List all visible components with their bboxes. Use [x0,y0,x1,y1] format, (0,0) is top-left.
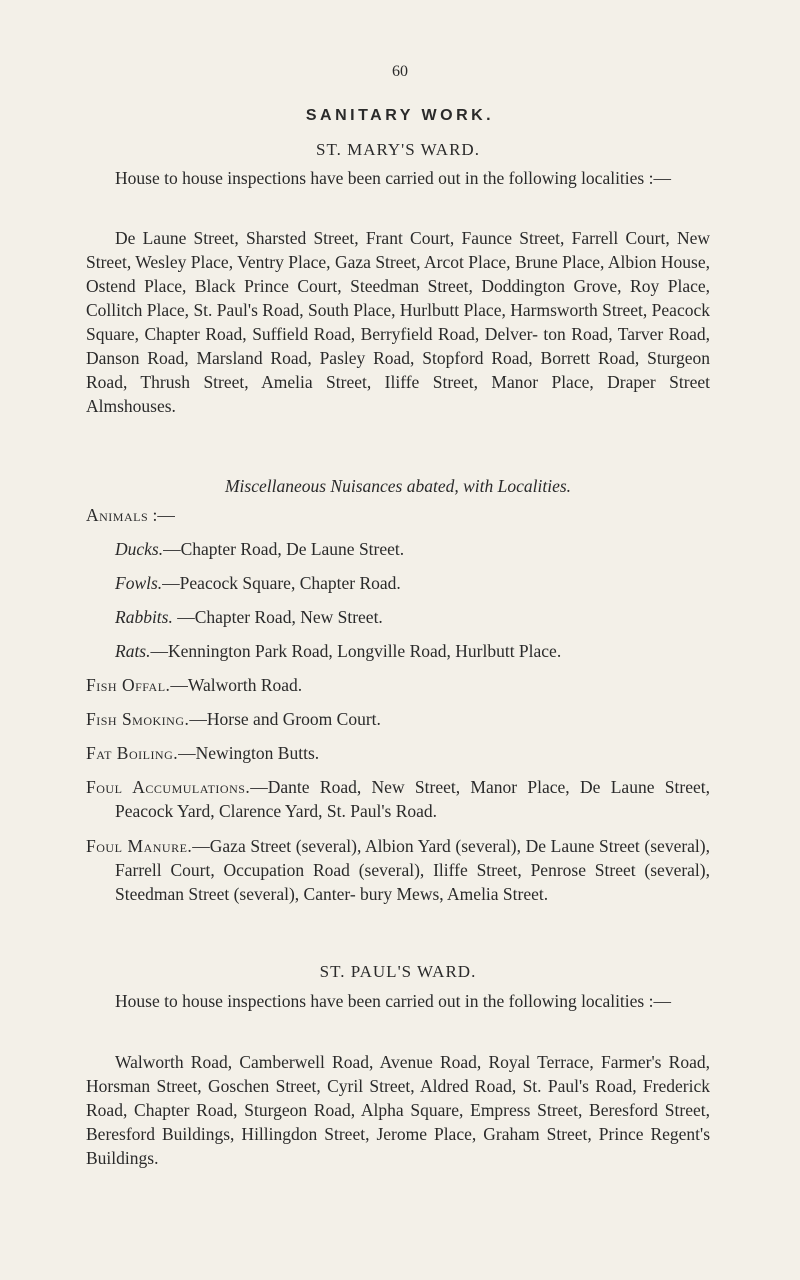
st-pauls-localities: Walworth Road, Camberwell Road, Avenue Road, Royal Terrace, Farmer's Road, Horsman Street, Goschen Street, Cyril Street, Aldred Road, St. Paul's Road, Frederick Road, Chapter Road, Sturgeon Road, Alpha Square, Empress Street, Beresford Street, Beresford Buildings, Hillingdon Street, Jerome Place, Graham Street, Prince Regent's Buildings. [86,1052,710,1168]
st-marys-intro-block [86,166,710,190]
nuisance-label: Fish Smoking. [86,709,190,729]
st-marys-intro: House to house inspections have been carried out in the following localities :— [115,168,671,188]
st-marys-section [86,138,710,162]
nuisance-item-fish-offal [86,673,710,697]
animal-label: Rats. [115,641,151,661]
animal-text: —Peacock Square, Chapter Road. [162,573,401,593]
st-marys-localities-block [86,226,710,418]
animal-item-rats [86,639,710,663]
nuisance-label: Fat Boiling. [86,743,179,763]
nuisance-text: —Gaza Street (several), Albion Yard (several), De Laune Street (several), Farrell Court, Occupation Road (several), Iliffe Street, Penrose Street (several), Steedman Street (several), Canter- bury Mews, Amelia Street. [115,836,710,904]
misc-heading-block [86,474,710,498]
page-number: 60 [392,63,408,80]
nuisance-item-foul-manure [86,834,710,906]
st-pauls-intro-block [86,989,710,1013]
nuisance-label: Foul Accumulations. [86,777,251,797]
animal-item-ducks [86,537,710,561]
st-pauls-localities-block [86,1050,710,1170]
st-pauls-section [86,960,710,984]
nuisance-text: —Horse and Groom Court. [189,709,381,729]
animal-text: —Chapter Road, De Laune Street. [163,539,405,559]
animals-heading [86,503,710,527]
st-pauls-intro: House to house inspections have been carried out in the following localities :— [115,991,671,1011]
animal-item-rabbits [86,605,710,629]
nuisance-text: —Walworth Road. [170,675,303,695]
misc-nuisances-heading: Miscellaneous Nuisances abated, with Localities. [224,476,572,496]
animal-label: Ducks. [115,539,164,559]
animal-item-fowls [86,571,710,595]
animals-heading-block [86,503,710,527]
nuisance-item-fat-boiling [86,741,710,765]
nuisance-label: Fish Offal. [86,675,171,695]
animals-label: Animals [86,505,149,525]
animal-text: —Chapter Road, New Street. [172,607,383,627]
animal-label: Rabbits. [115,607,173,627]
animal-label: Fowls. [115,573,163,593]
animals-suffix: :— [148,505,175,525]
st-pauls-heading: ST. PAUL'S WARD. [319,962,477,981]
page-title: SANITARY WORK. [305,107,495,124]
animal-text: —Kennington Park Road, Longville Road, Hurlbutt Place. [150,641,562,661]
st-marys-heading: ST. MARY'S WARD. [316,140,480,159]
nuisance-item-fish-smoking [86,707,710,731]
st-marys-localities: De Laune Street, Sharsted Street, Frant Court, Faunce Street, Farrell Court, New Street, Wesley Place, Ventry Place, Gaza Street, Arcot Place, Brune Place, Albion House, Ostend Place, Black Prince Court, Steedman Street, Doddington Grove, Roy Place, Collitch Place, St. Paul's Road, South Place, Hurlbutt Place, Harmsworth Street, Peacock Square, Chapter Road, Suffield Road, Berryfield Road, Delver- ton Road, Tarver Road, Danson Road, Marsland Road, Pasley Road, Stopford Road, Borrett Road, Sturgeon Road, Thrush Street, Amelia Street, Iliffe Street, Manor Place, Draper Street Almshouses. [86,228,710,416]
nuisance-text: —Newington Butts. [178,743,320,763]
nuisance-item-foul-accumulations [86,775,710,823]
nuisance-text: —Dante Road, New Street, Manor Place, De Laune Street, Peacock Yard, Clarence Yard, St. Paul's Road. [115,777,710,821]
nuisance-label: Foul Manure. [86,836,193,856]
